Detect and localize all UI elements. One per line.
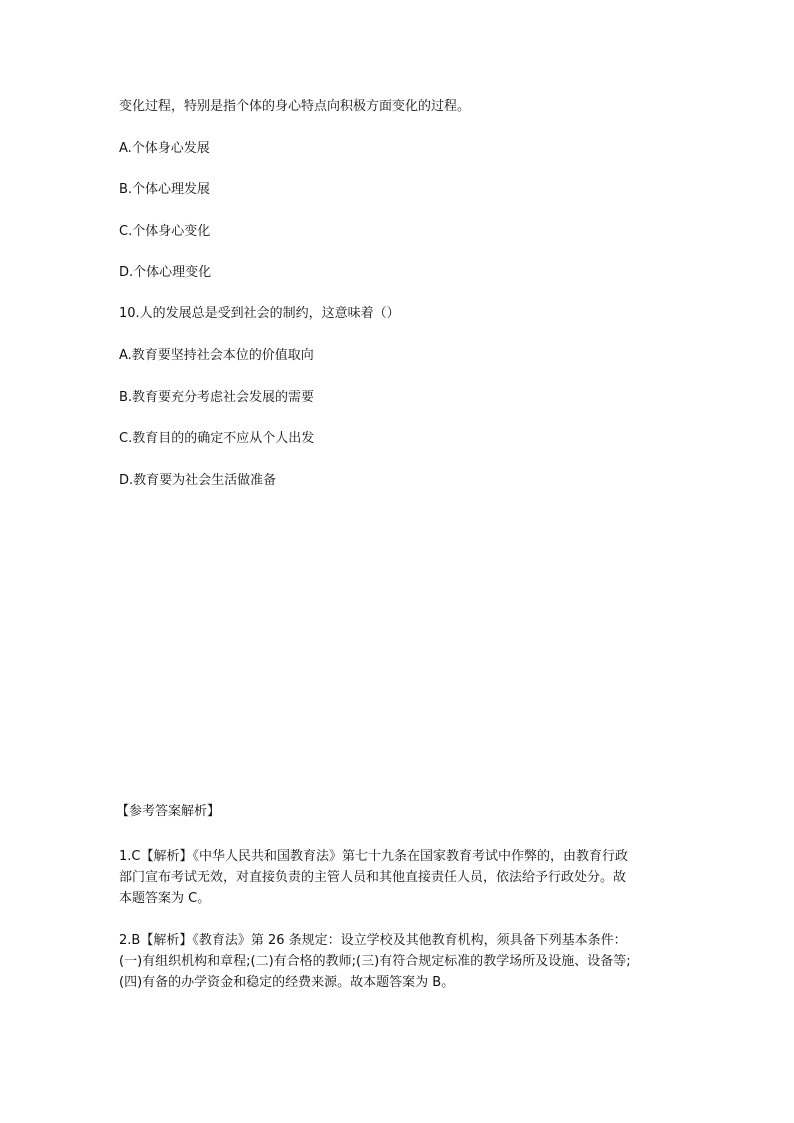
answer-line: (四)有备的办学资金和稳定的经费来源。故本题答案为 B。 <box>119 975 455 990</box>
answer-line: 2.B【解析】《教育法》第 26 条规定：设立学校及其他教育机构，须具备下列基本条件： <box>119 933 627 948</box>
question-9-option-a: A.个体身心发展 <box>119 141 210 156</box>
question-10-option-d: D.教育要为社会生活做准备 <box>119 473 277 488</box>
question-9-option-b: B.个体心理发展 <box>119 182 211 197</box>
answer-1 <box>119 846 679 909</box>
question-10-option-b: B.教育要充分考虑社会发展的需要 <box>119 390 315 405</box>
answer-2 <box>119 930 679 993</box>
answer-line: 部门宣布考试无效，对直接负责的主管人员和其他直接责任人员，依法给予行政处分。故 <box>119 870 627 885</box>
answer-line: 1.C【解析】《中华人民共和国教育法》第七十九条在国家教育考试中作弊的，由教育行政 <box>119 849 628 864</box>
answer-line: (一)有组织机构和章程;(二)有合格的教师;(三)有符合规定标准的教学场所及设施、设备等; <box>119 954 631 969</box>
answers-heading: 【参考答案解析】 <box>116 804 221 819</box>
answer-line: 本题答案为 C。 <box>119 891 211 906</box>
question-10-stem: 10.人的发展总是受到社会的制约，这意味着（） <box>119 306 400 321</box>
question-9-option-d: D.个体心理变化 <box>119 265 212 280</box>
question-10-option-c: C.教育目的的确定不应从个人出发 <box>119 431 315 446</box>
question-9-stem: 变化过程，特别是指个体的身心特点向积极方面变化的过程。 <box>119 99 471 114</box>
question-9-option-c: C.个体身心变化 <box>119 224 211 239</box>
question-10-option-a: A.教育要坚持社会本位的价值取向 <box>119 348 314 363</box>
